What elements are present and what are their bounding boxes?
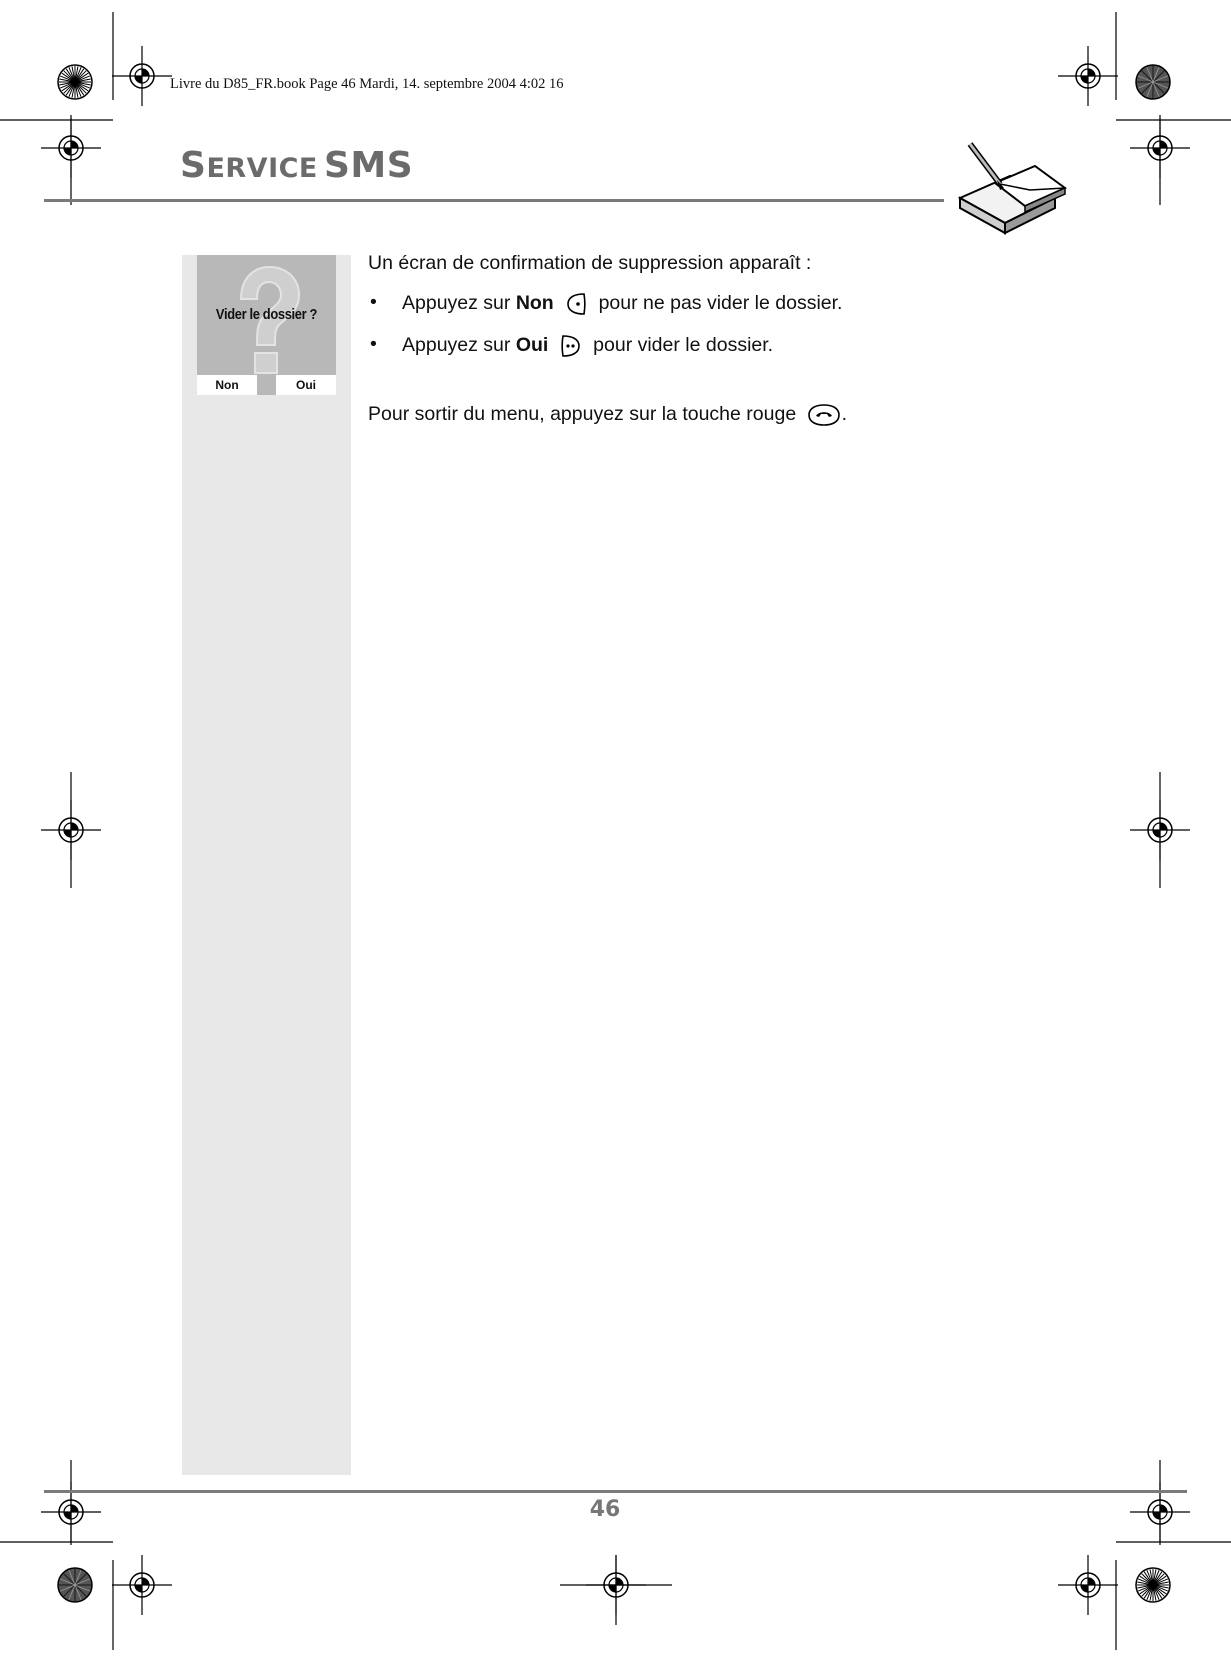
side-margin-column <box>182 255 351 1475</box>
bullet-item-oui <box>402 333 773 359</box>
bullet-marker: • <box>370 333 377 355</box>
bullet-suffix: pour ne pas vider le dossier. <box>598 292 843 315</box>
screen-softkey-left: Non <box>197 375 257 395</box>
bullet-suffix: pour vider le dossier. <box>593 334 774 357</box>
red-hangup-key-icon <box>806 402 842 428</box>
question-mark-icon <box>197 255 336 395</box>
bullet-prefix: Appuyez sur <box>402 334 516 357</box>
left-softkey-icon <box>563 291 589 317</box>
section-title-sms: SMS <box>323 145 414 186</box>
page-number: 46 <box>589 1497 621 1522</box>
section-title-initial: S <box>180 145 207 186</box>
exit-instruction <box>368 402 847 428</box>
exit-period: . <box>841 403 848 426</box>
right-softkey-icon <box>558 333 584 359</box>
section-title-rest: ERVICE <box>206 153 318 184</box>
exit-text: Pour sortir du menu, appuyez sur la touche rouge <box>368 403 797 426</box>
bullet-marker: • <box>370 291 377 313</box>
phone-screen-illustration <box>197 255 336 395</box>
book-file-header: Livre du D85_FR.book Page 46 Mardi, 14. septembre 2004 4:02 16 <box>170 76 564 92</box>
screen-softkey-right: Oui <box>276 375 336 395</box>
bullet-item-non <box>402 291 842 317</box>
bullet-prefix: Appuyez sur <box>402 292 516 315</box>
bullet-key-label: Non <box>515 292 554 315</box>
screen-prompt: Vider le dossier ? <box>215 306 318 323</box>
footer-rule <box>44 1490 1187 1493</box>
intro-text: Un écran de confirmation de suppression apparaît : <box>368 252 812 274</box>
section-title <box>180 145 413 186</box>
bullet-key-label: Oui <box>515 334 549 357</box>
sms-notepad-icon <box>940 138 1070 246</box>
header-rule <box>44 199 944 202</box>
